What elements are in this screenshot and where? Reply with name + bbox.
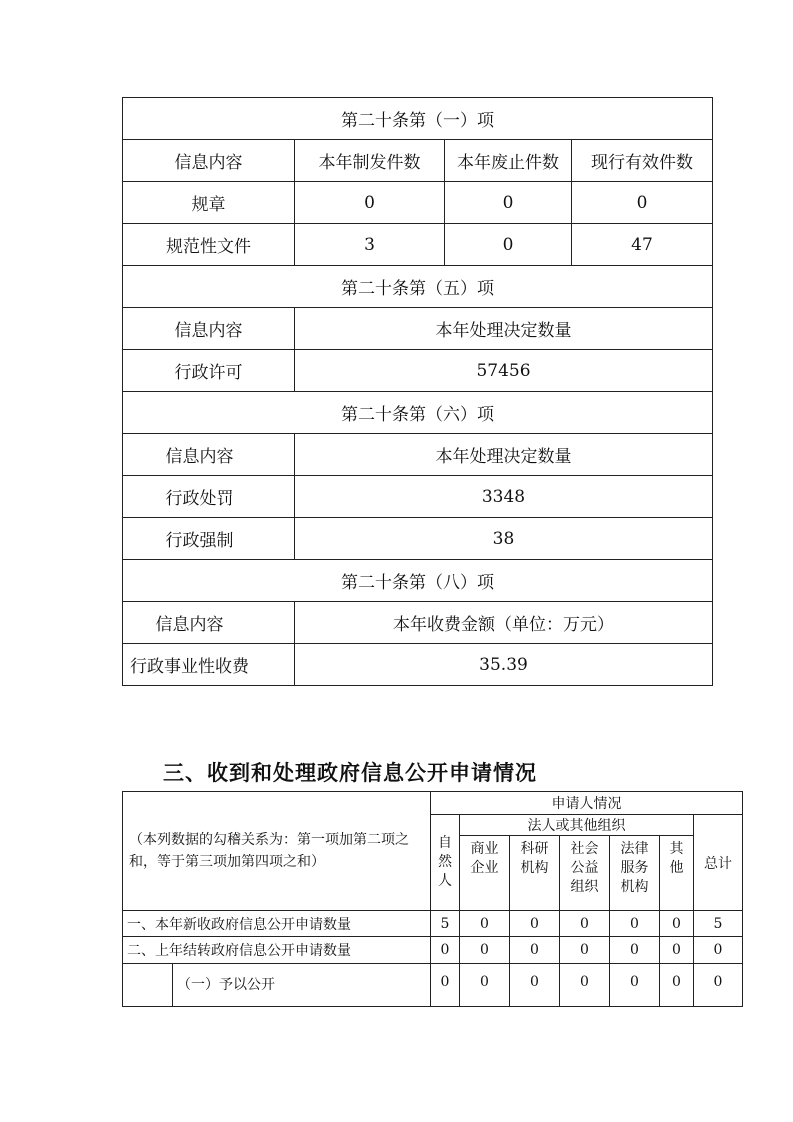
row-label: 一、本年新收政府信息公开申请数量 (123, 911, 431, 937)
section-title: 第二十条第（六）项 (123, 392, 713, 434)
table-row (123, 911, 743, 937)
header-text: 信息内容 (165, 447, 234, 467)
table-cell: 0 (460, 911, 510, 937)
table-cell: 0 (694, 964, 743, 1007)
table-cell: 0 (560, 937, 610, 964)
header-text: 企业 (470, 860, 499, 876)
header-cell: 信息内容 (123, 140, 295, 182)
header-total: 总计 (694, 815, 743, 911)
row-label: 规章 (123, 182, 295, 224)
header-cell (123, 602, 295, 644)
table-cell: 47 (572, 224, 713, 266)
header-cell: 本年废止件数 (445, 140, 572, 182)
header-legal: 法人或其他组织 (460, 815, 694, 836)
header-text: 然 (438, 854, 452, 870)
row-label (123, 644, 295, 686)
table-cell: 0 (694, 937, 743, 964)
table-cell: 0 (510, 937, 560, 964)
header-research (510, 836, 560, 911)
note-cell: （本列数据的勾稽关系为：第一项加第二项之和，等于第三项加第四项之和） (123, 792, 431, 911)
header-cell: 本年制发件数 (295, 140, 445, 182)
table-cell: 0 (510, 964, 560, 1007)
table-cell: 5 (694, 911, 743, 937)
application-table (122, 791, 743, 1007)
table-row (123, 964, 743, 1007)
header-text: 信息内容 (155, 615, 224, 635)
table-cell: 0 (460, 964, 510, 1007)
section-title: 第二十条第（八）项 (123, 560, 713, 602)
table-cell: 0 (560, 964, 610, 1007)
section-title: 第二十条第（五）项 (123, 266, 713, 308)
row-label-text: 行政处罚 (165, 489, 234, 509)
header-text: 服务 (620, 860, 649, 876)
header-text: 其 (669, 841, 684, 857)
row-label: 规范性文件 (123, 224, 295, 266)
header-text: 法律 (620, 841, 649, 857)
header-text: 自 (438, 835, 452, 851)
table-cell: 38 (295, 518, 713, 560)
header-text: 科研 (520, 841, 549, 857)
header-text: 组织 (570, 879, 599, 895)
row-label: （一）予以公开 (173, 964, 431, 1007)
table-cell: 3348 (295, 476, 713, 518)
header-text: 社会 (570, 841, 599, 857)
table-cell: 0 (445, 182, 572, 224)
table-cell: 3 (295, 224, 445, 266)
header-text: 人 (438, 873, 452, 889)
header-business (460, 836, 510, 911)
row-label: 行政许可 (123, 350, 295, 392)
header-cell: 现行有效件数 (572, 140, 713, 182)
header-text: 他 (669, 860, 684, 876)
table-cell: 0 (610, 964, 660, 1007)
table-cell: 0 (431, 937, 460, 964)
section-title: 第二十条第（一）项 (123, 98, 713, 140)
header-cell: 本年收费金额（单位：万元） (295, 602, 713, 644)
header-cell: 本年处理决定数量 (295, 308, 713, 350)
table-cell: 0 (660, 937, 694, 964)
table-cell: 5 (431, 911, 460, 937)
table-cell: 0 (431, 964, 460, 1007)
table-row (123, 937, 743, 964)
header-text: 机构 (620, 879, 649, 895)
row-label-text: 行政事业性收费 (130, 657, 249, 677)
table-cell: 0 (660, 911, 694, 937)
header-other (660, 836, 694, 911)
table-cell: 0 (560, 911, 610, 937)
table-cell: 57456 (295, 350, 713, 392)
table-cell: 0 (610, 911, 660, 937)
statistics-table (122, 97, 713, 686)
row-label (123, 476, 295, 518)
header-text: 商业 (470, 841, 499, 857)
row-label (123, 518, 295, 560)
header-legal-service (610, 836, 660, 911)
header-social (560, 836, 610, 911)
indent-cell (123, 964, 173, 1007)
header-cell (123, 434, 295, 476)
table-cell: 0 (295, 182, 445, 224)
header-text: 机构 (520, 860, 549, 876)
header-text: 公益 (570, 860, 599, 876)
table-cell: 0 (572, 182, 713, 224)
table-cell: 0 (510, 911, 560, 937)
table-cell: 0 (610, 937, 660, 964)
section-heading: 三、收到和处理政府信息公开申请情况 (163, 761, 537, 785)
row-label-text: 行政强制 (165, 531, 234, 551)
header-applicant: 申请人情况 (431, 792, 743, 815)
table-cell: 35.39 (295, 644, 713, 686)
header-cell: 信息内容 (123, 308, 295, 350)
row-label: 二、上年结转政府信息公开申请数量 (123, 937, 431, 964)
table-cell: 0 (445, 224, 572, 266)
header-natural-person (431, 815, 460, 911)
table-cell: 0 (460, 937, 510, 964)
table-cell: 0 (660, 964, 694, 1007)
header-cell: 本年处理决定数量 (295, 434, 713, 476)
